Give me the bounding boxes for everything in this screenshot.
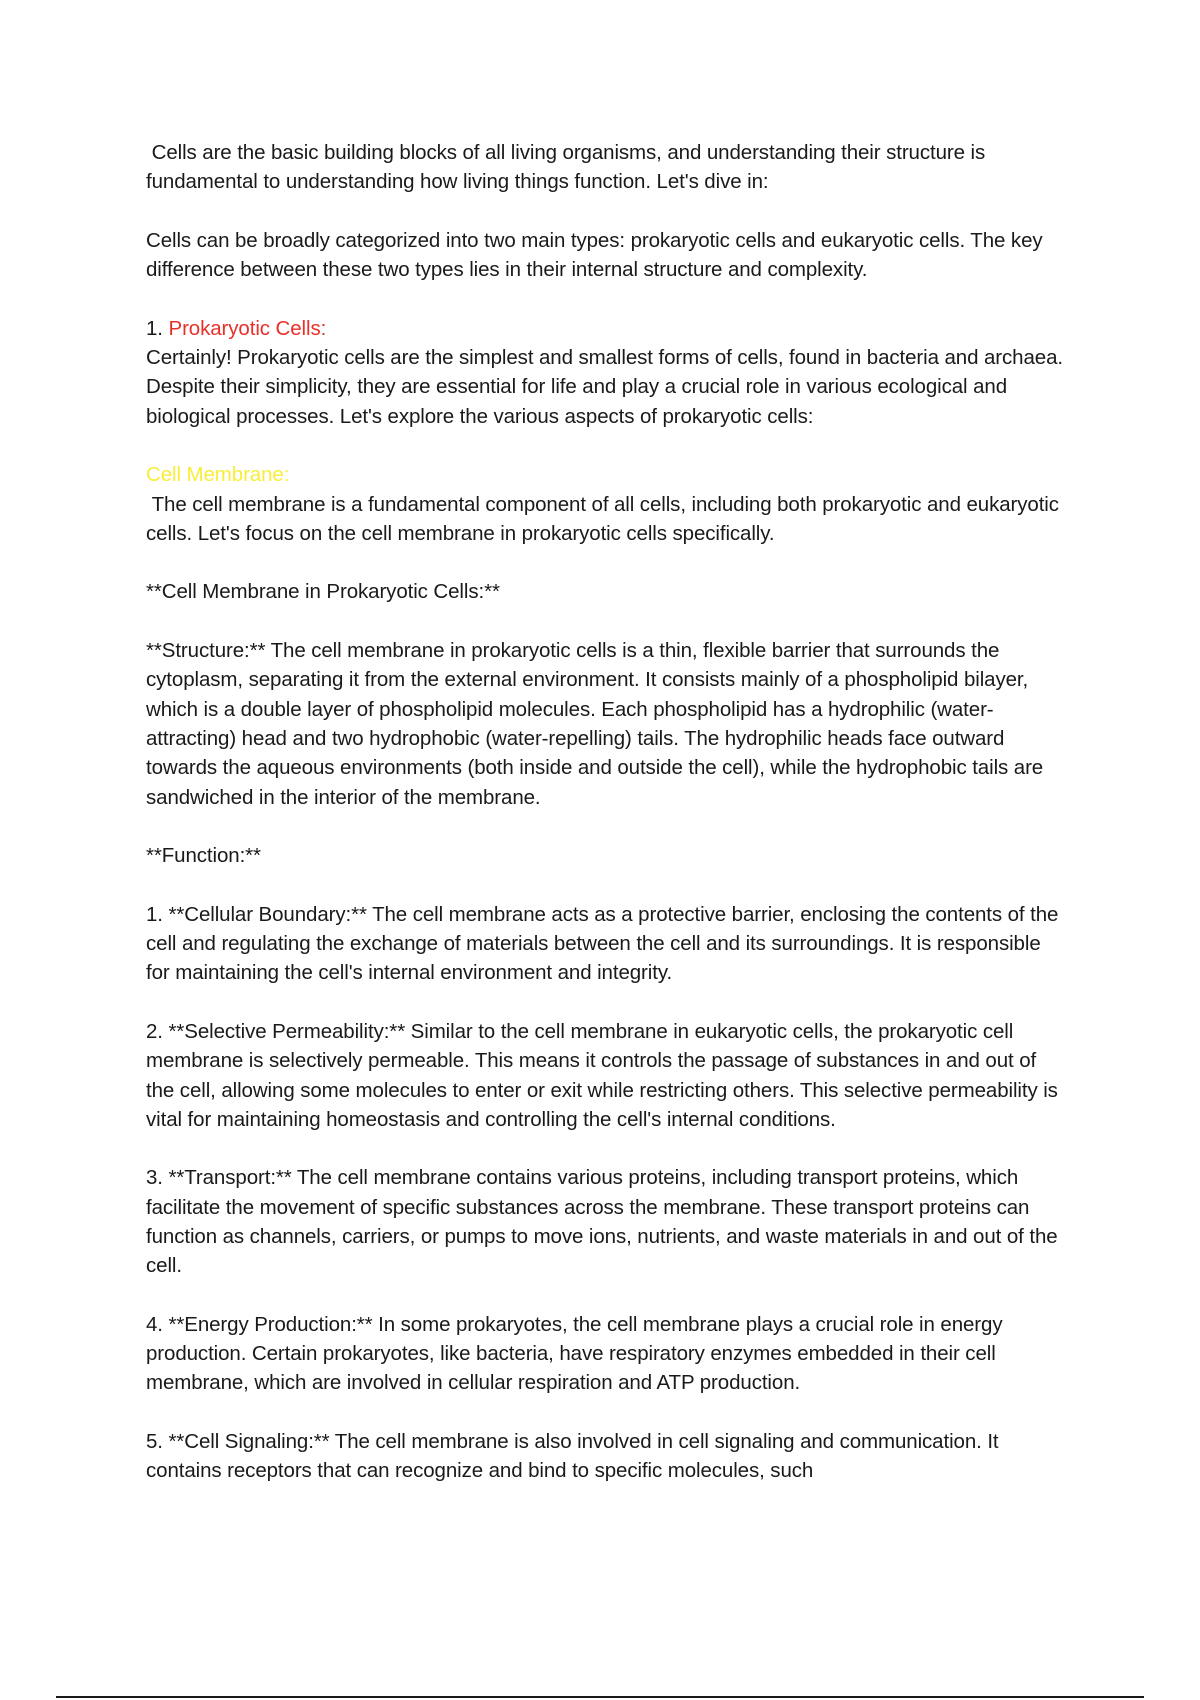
cell-types-paragraph: Cells can be broadly categorized into two main types: prokaryotic cells and eukaryotic cells. The key difference between these two types lies in their internal structure and complexity. <box>146 228 1043 282</box>
prokaryotic-heading <box>146 314 1066 343</box>
prokaryotic-body: Certainly! Prokaryotic cells are the simplest and smallest forms of cells, found in bacteria and archaea. Despite their simplicity, they are essential for life and play a crucial role in various ecological and biological processes. Let's explore the various aspects of prokaryotic cells: <box>146 346 1063 428</box>
function-item: 3. **Transport:** The cell membrane contains various proteins, including transport proteins, which facilitate the movement of specific substances across the membrane. These transport proteins can function as channels, carriers, or pumps to move ions, nutrients, and waste materials in and out of the cell. <box>146 1166 1058 1278</box>
page-bottom-rule <box>56 1696 1144 1698</box>
prokaryotic-section <box>146 314 1066 431</box>
intro-paragraph: Cells are the basic building blocks of all living organisms, and understanding their structure is fundamental to understanding how living things function. Let's dive in: <box>146 141 986 194</box>
cell-membrane-title: Cell Membrane: <box>146 463 290 487</box>
membrane-subheading: **Cell Membrane in Prokaryotic Cells:** <box>146 580 500 604</box>
function-heading: **Function:** <box>146 844 261 868</box>
cell-membrane-section <box>146 460 1066 548</box>
section-number: 1. <box>146 316 169 340</box>
cell-membrane-body: The cell membrane is a fundamental component of all cells, including both prokaryotic and eukaryotic cells. Let's focus on the cell membrane in prokaryotic cells specifically. <box>146 492 1059 545</box>
document-body <box>146 138 1066 1486</box>
structure-paragraph: **Structure:** The cell membrane in prokaryotic cells is a thin, flexible barrier that surrounds the cytoplasm, separating it from the external environment. It consists mainly of a phospholipid bilayer, which is a double layer of phospholipid molecules. Each phospholipid has a hydrophilic (water-attracting) head and two hydrophobic (water-repelling) tails. The hydrophilic heads face outward towards the aqueous environments (both inside and outside the cell), while the hydrophobic tails are sandwiched in the interior of the membrane. <box>146 639 1044 809</box>
function-item: 4. **Energy Production:** In some prokaryotes, the cell membrane plays a crucial role in energy production. Certain prokaryotes, like bacteria, have respiratory enzymes embedded in their cell membrane, which are involved in cellular respiration and ATP production. <box>146 1312 1003 1395</box>
prokaryotic-title: Prokaryotic Cells: <box>168 316 327 340</box>
function-item: 5. **Cell Signaling:** The cell membrane is also involved in cell signaling and communication. It contains receptors that can recognize and bind to specific molecules, such <box>146 1430 999 1483</box>
function-item: 1. **Cellular Boundary:** The cell membrane acts as a protective barrier, enclosing the contents of the cell and regulating the exchange of materials between the cell and its surroundings. It is responsible for maintaining the cell's internal environment and integrity. <box>146 902 1059 985</box>
function-item: 2. **Selective Permeability:** Similar to the cell membrane in eukaryotic cells, the prokaryotic cell membrane is selectively permeable. This means it controls the passage of substances in and out of the cell, allowing some molecules to enter or exit while restricting others. This selective permeability is vital for maintaining homeostasis and controlling the cell's internal conditions. <box>146 1019 1058 1131</box>
